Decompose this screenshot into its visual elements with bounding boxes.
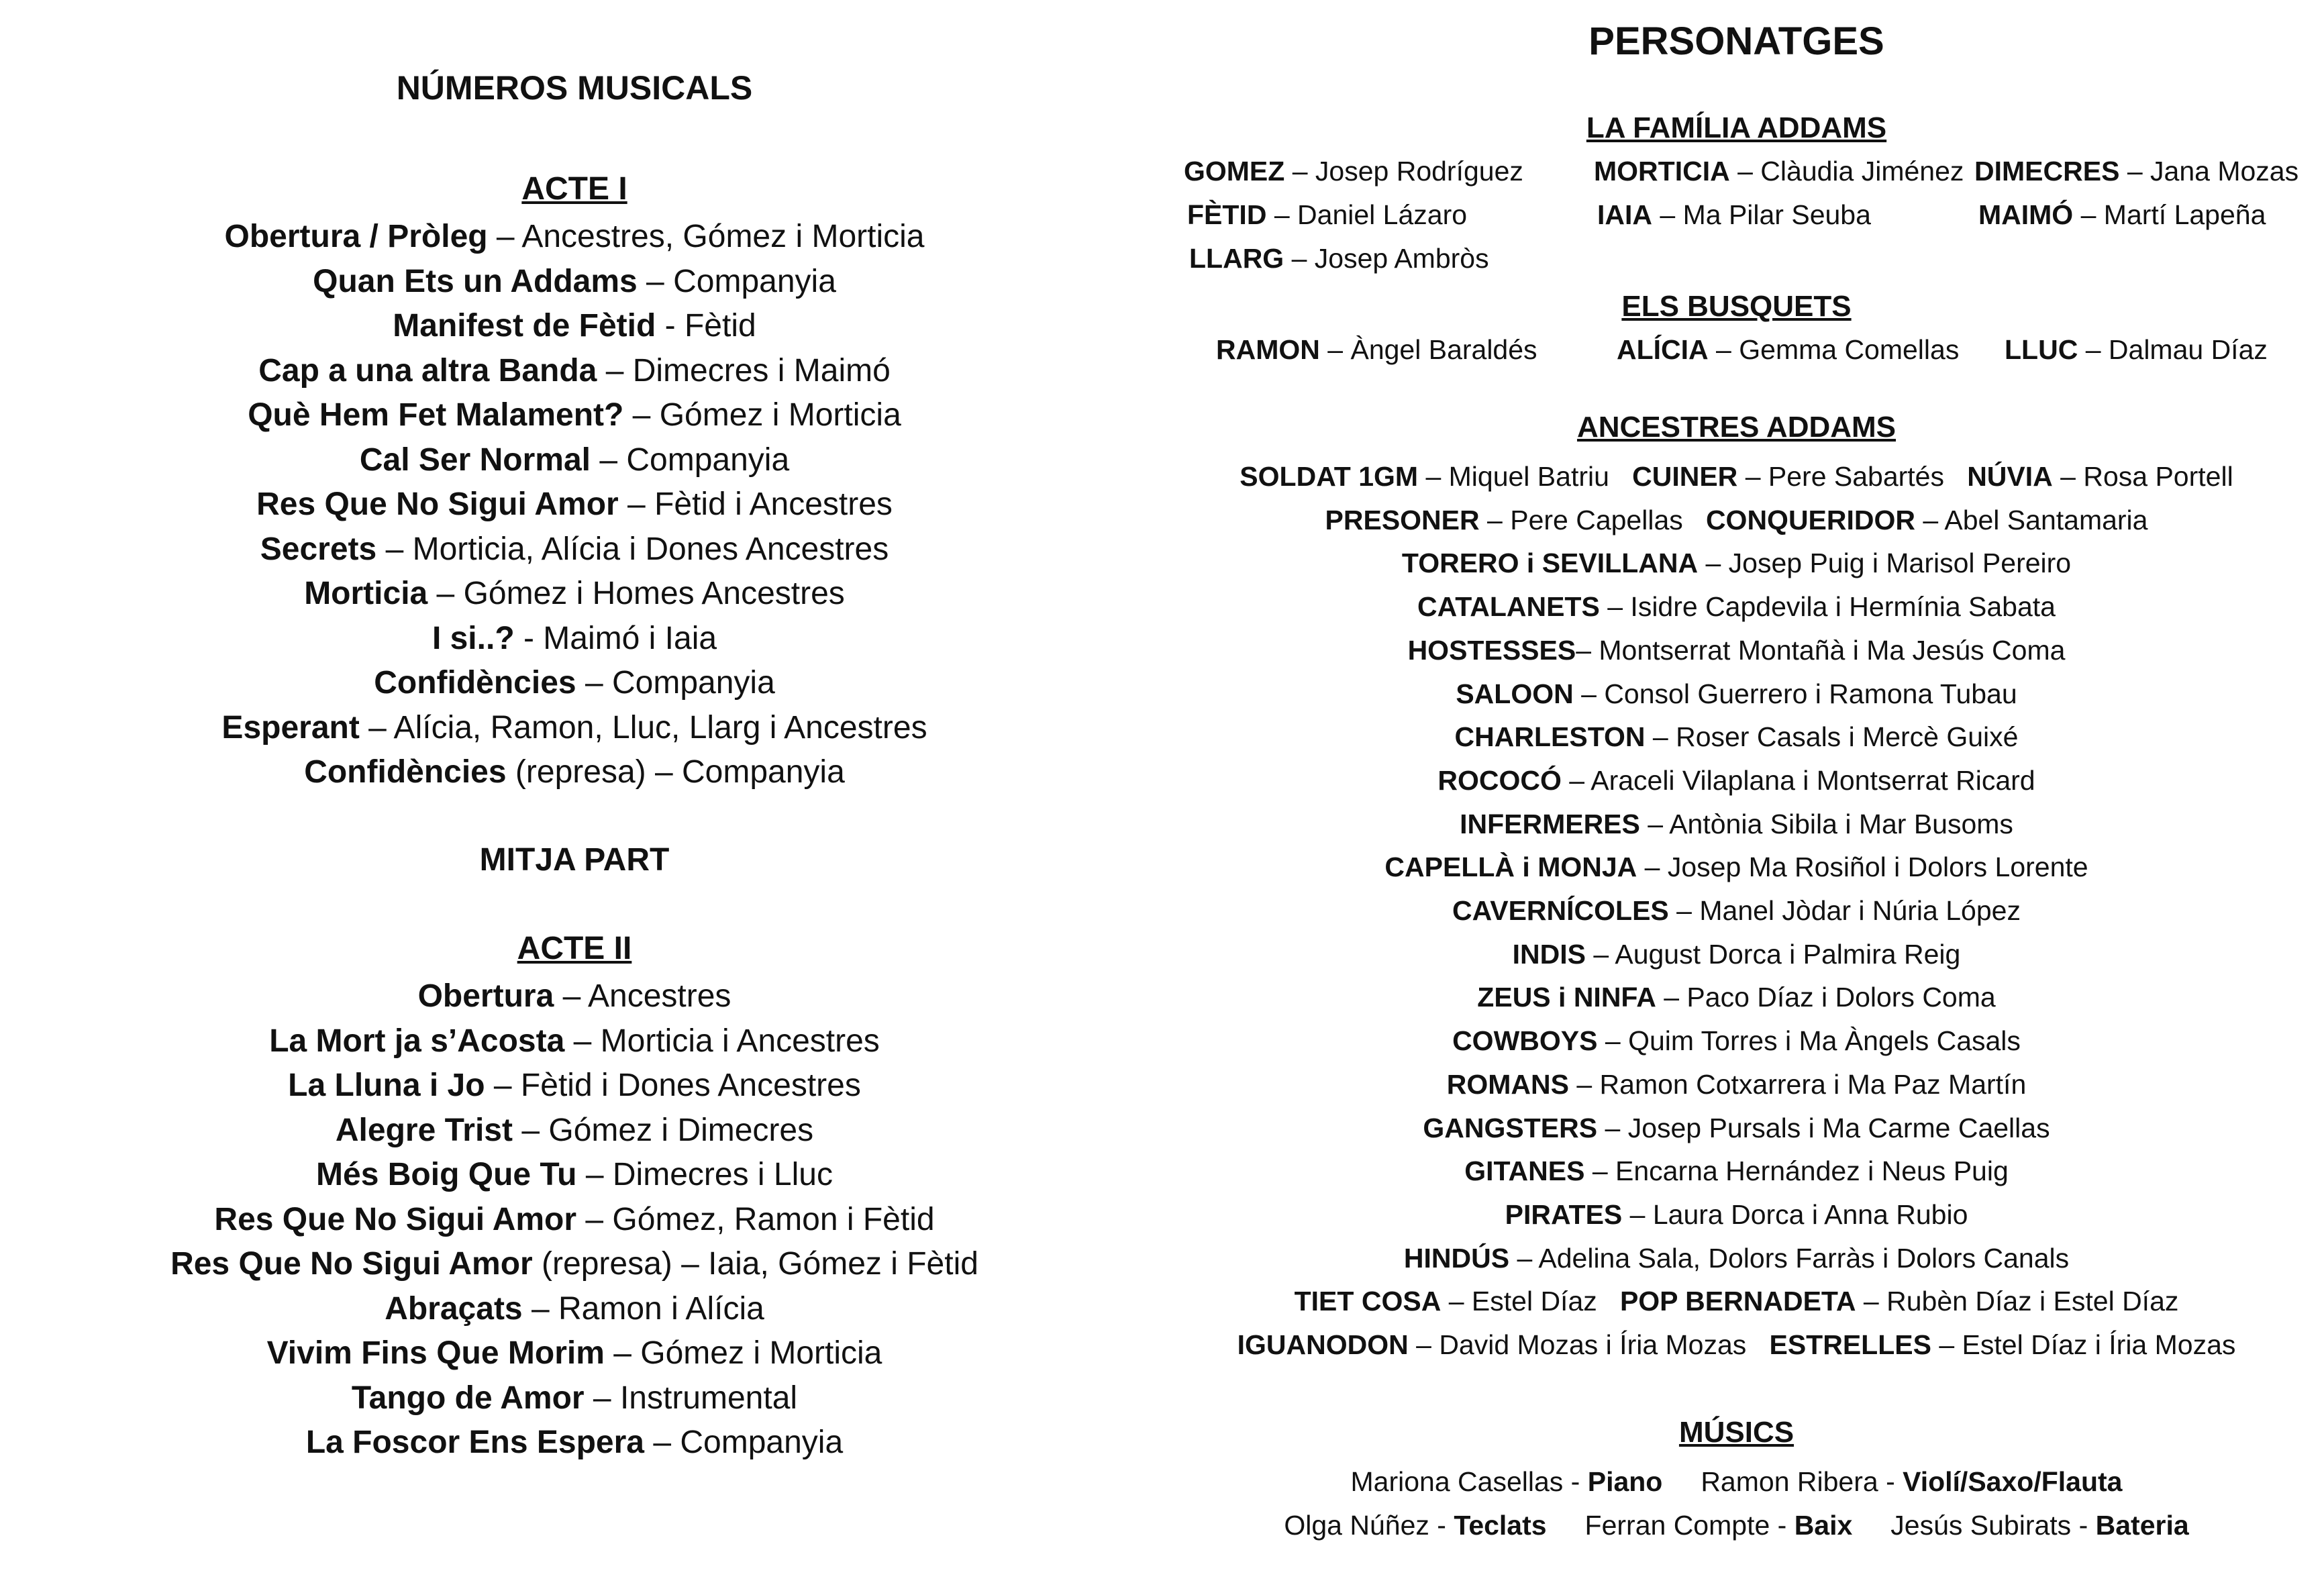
role-separator: – — [1645, 721, 1676, 753]
actor-name: Josep Ma Rosiñol i Dolors Lorente — [1667, 852, 2088, 883]
song-title: Cal Ser Normal — [359, 442, 591, 478]
actor-name: Montserrat Montañà i Ma Jesús Coma — [1599, 634, 2066, 666]
role-separator: – — [1284, 243, 1315, 274]
ancestor-entry — [1408, 635, 2066, 666]
ancestors-line — [1149, 1063, 2324, 1107]
song-separator: – — [427, 576, 464, 611]
musician-instrument: Baix — [1794, 1510, 1853, 1541]
ancestors-line — [1149, 1149, 2324, 1193]
song-separator: – — [576, 665, 612, 701]
act1-song-line — [0, 304, 1149, 349]
role-name: CAPELLÀ i MONJA — [1384, 852, 1637, 883]
role-name: COWBOYS — [1452, 1025, 1598, 1057]
song-cast: Gómez, Ramon i Fètid — [612, 1201, 935, 1237]
song-separator: – — [487, 219, 522, 254]
actor-name: Josep Puig i Marisol Pereiro — [1728, 548, 2072, 579]
song-cast: Morticia, Alícia i Dones Ancestres — [412, 531, 889, 567]
role-separator: – — [2078, 334, 2109, 365]
actor-name: Rosa Portell — [2083, 461, 2233, 492]
role-separator: – — [1729, 156, 1761, 187]
song-title: Secrets — [260, 531, 377, 567]
actor-name: Dalmau Díaz — [2108, 334, 2268, 365]
role-name: GOMEZ — [1184, 156, 1285, 187]
song-cast: Instrumental — [619, 1380, 798, 1416]
ancestors-line — [1149, 455, 2324, 499]
act2-song-line — [0, 1331, 1149, 1376]
role-separator: – — [1737, 461, 1768, 492]
musician-instrument: Violí/Saxo/Flauta — [1903, 1466, 2123, 1497]
song-title: Res Que No Sigui Amor — [256, 486, 619, 522]
song-cast: Fètid i Ancestres — [654, 486, 893, 522]
busquets-row — [1149, 334, 2324, 374]
song-separator: – — [637, 263, 674, 299]
ancestor-entry — [1967, 461, 2233, 492]
musician-entry — [1351, 1466, 1663, 1497]
ancestor-entry — [1447, 1069, 2027, 1100]
role-separator: – — [1418, 461, 1449, 492]
actor-name: Laura Dorca i Anna Rubio — [1652, 1198, 1968, 1230]
actor-name: Abel Santamaria — [1944, 504, 2148, 535]
musician-entry — [1890, 1510, 2188, 1541]
actor-name: Estel Díaz i Íria Mozas — [1962, 1329, 2236, 1361]
musician-separator: - — [1770, 1510, 1795, 1541]
act2-song-line — [0, 1064, 1149, 1109]
family-member — [1594, 156, 1964, 187]
family-member — [1978, 199, 2266, 231]
role-separator: – — [1652, 199, 1683, 230]
role-separator: – — [1931, 1329, 1962, 1361]
role-separator: – — [1561, 764, 1591, 796]
ancestor-entry — [1632, 461, 1944, 492]
actor-name: Paco Díaz i Dolors Coma — [1686, 982, 1996, 1013]
role-name: ZEUS i NINFA — [1477, 982, 1656, 1013]
song-title: Obertura — [417, 978, 554, 1014]
song-cast: Gómez i Dimecres — [548, 1112, 814, 1148]
musician-name: Mariona Casellas — [1350, 1466, 1564, 1497]
song-cast: Dimecres i Maimó — [632, 352, 891, 389]
song-cast: Ancestres — [588, 978, 731, 1014]
role-name: CHARLESTON — [1454, 721, 1646, 753]
song-separator: – — [522, 1290, 558, 1327]
musician-instrument: Piano — [1587, 1466, 1663, 1497]
musician-name: Ferran Compte — [1584, 1510, 1770, 1541]
role-name: LLARG — [1189, 243, 1284, 274]
actor-name: Araceli Vilaplana i Montserrat Ricard — [1590, 764, 2035, 796]
actor-name: Quim Torres i Ma Àngels Casals — [1628, 1025, 2021, 1057]
act1-song-line — [0, 438, 1149, 483]
busquets-member — [1216, 334, 1537, 366]
role-name: CAVERNÍCOLES — [1452, 895, 1669, 927]
song-title: Quan Ets un Addams — [313, 263, 638, 299]
role-separator: – — [1509, 1242, 1539, 1274]
song-cast: Maimó i Iaia — [543, 620, 717, 656]
song-separator: – — [597, 352, 633, 389]
role-name: SALOON — [1456, 678, 1574, 709]
song-title: I si..? — [432, 620, 515, 656]
ancestors-heading: ANCESTRES ADDAMS — [1576, 411, 1897, 444]
role-separator: – — [1599, 591, 1631, 623]
actor-name: Pere Sabartés — [1768, 461, 1944, 492]
song-title: Res Que No Sigui Amor — [214, 1201, 577, 1237]
role-separator: – — [1284, 156, 1315, 187]
song-title: La Lluna i Jo — [288, 1068, 485, 1103]
ancestor-entry — [1706, 505, 2148, 535]
act1-song-list — [0, 215, 1149, 795]
song-title: Morticia — [304, 576, 428, 611]
ancestors-line — [1149, 629, 2324, 672]
song-title: Cap a una altra Banda — [258, 352, 597, 389]
musicians-line — [1149, 1504, 2324, 1547]
ancestor-entry — [1456, 678, 2017, 709]
ancestors-line — [1149, 1323, 2324, 1367]
musicians-line — [1149, 1460, 2324, 1504]
role-separator: – — [1668, 895, 1700, 927]
role-separator: – — [1573, 678, 1605, 709]
act2-song-line — [0, 1421, 1149, 1465]
busquets-member — [2005, 334, 2268, 366]
song-cast: Gómez i Morticia — [659, 397, 901, 433]
actor-name: Estel Díaz — [1471, 1286, 1597, 1317]
song-title: Tango de Amor — [351, 1380, 585, 1416]
song-title: Confidències — [304, 754, 507, 790]
musical-numbers-title: NÚMEROS MUSICALS — [396, 69, 753, 107]
ancestor-entry — [1423, 1113, 2050, 1143]
ancestors-list — [1149, 455, 2324, 1367]
role-separator: – — [1576, 634, 1599, 666]
song-separator: – — [512, 1112, 549, 1148]
role-name: LLUC — [2005, 334, 2078, 365]
act2-song-line — [0, 1198, 1149, 1243]
song-cast: Companyia — [673, 263, 836, 299]
family-member — [1184, 156, 1523, 187]
song-cast: Iaia, Gómez i Fètid — [708, 1246, 978, 1282]
song-separator: – — [576, 1157, 613, 1192]
ancestors-line — [1149, 889, 2324, 933]
role-name: FÈTID — [1187, 199, 1267, 230]
role-name: TIET COSA — [1294, 1286, 1442, 1317]
ancestor-entry — [1437, 765, 2035, 796]
act2-song-line — [0, 1376, 1149, 1421]
role-name: ROCOCÓ — [1437, 764, 1562, 796]
actor-name: Adelina Sala, Dolors Farràs i Dolors Canals — [1538, 1242, 2070, 1274]
act1-song-line — [0, 661, 1149, 706]
role-name: INDIS — [1512, 938, 1586, 970]
musician-separator: - — [1563, 1466, 1588, 1497]
song-title: La Mort ja s’Acosta — [269, 1023, 565, 1059]
act2-song-line — [0, 1242, 1149, 1287]
role-name: MORTICIA — [1594, 156, 1730, 187]
song-title: Confidències — [374, 665, 576, 701]
song-cast: Companyia — [611, 665, 775, 701]
song-cast: Ramon i Alícia — [558, 1290, 764, 1327]
ancestors-line — [1149, 1193, 2324, 1237]
musician-name: Olga Núñez — [1284, 1510, 1429, 1541]
role-separator: – — [1622, 1198, 1653, 1230]
addams-family-grid — [1149, 156, 2324, 290]
ancestor-entry — [1237, 1329, 1747, 1360]
song-separator: – — [359, 709, 394, 745]
song-cast: Gómez i Morticia — [640, 1335, 882, 1371]
ancestors-line — [1149, 672, 2324, 716]
song-separator: – — [554, 978, 588, 1014]
family-member — [1187, 199, 1467, 231]
song-cast: Companyia — [682, 754, 845, 790]
ancestors-line — [1149, 976, 2324, 1019]
song-title: Alegre Trist — [335, 1112, 513, 1148]
role-separator: – — [2119, 156, 2151, 187]
song-title: Manifest de Fètid — [393, 308, 656, 344]
song-separator: – — [564, 1023, 601, 1059]
song-cast: Dimecres i Lluc — [612, 1157, 833, 1192]
song-title: Abraçats — [385, 1290, 523, 1327]
role-separator: – — [1408, 1329, 1439, 1361]
family-member — [1597, 199, 1871, 231]
musician-instrument: Teclats — [1454, 1510, 1547, 1541]
ancestors-line — [1149, 759, 2324, 803]
actor-name: Ma Pilar Seuba — [1682, 199, 1871, 230]
actor-name: Rubèn Díaz i Estel Díaz — [1886, 1286, 2179, 1317]
musician-entry — [1284, 1510, 1546, 1541]
act1-song-line — [0, 393, 1149, 438]
ancestor-entry — [1620, 1286, 2178, 1317]
ancestor-entry — [1417, 591, 2056, 622]
role-separator: – — [1479, 504, 1511, 535]
role-name: ESTRELLES — [1769, 1329, 1931, 1361]
song-separator: - — [656, 308, 685, 344]
ancestors-line — [1149, 803, 2324, 846]
act1-song-line — [0, 527, 1149, 572]
role-name: POP BERNADETA — [1619, 1286, 1856, 1317]
role-name: RAMON — [1216, 334, 1320, 365]
act2-song-line — [0, 1287, 1149, 1332]
ancestor-entry — [1404, 1243, 2069, 1274]
role-name: ALÍCIA — [1617, 334, 1709, 365]
act1-song-line — [0, 750, 1149, 795]
role-name: INFERMERES — [1460, 808, 1640, 839]
act2-song-line — [0, 1153, 1149, 1198]
actor-name: Miquel Batriu — [1448, 461, 1609, 492]
role-name: IAIA — [1597, 199, 1652, 230]
role-name: HINDÚS — [1403, 1242, 1510, 1274]
ancestor-entry — [1295, 1286, 1597, 1317]
role-name: PIRATES — [1505, 1198, 1623, 1230]
ancestor-entry — [1325, 505, 1683, 535]
ancestors-line — [1149, 1280, 2324, 1323]
musicians-heading: MÚSICS — [1678, 1416, 1795, 1449]
role-name: DIMECRES — [1974, 156, 2120, 187]
act1-song-line — [0, 706, 1149, 751]
song-separator: – — [644, 1425, 680, 1460]
role-separator: – — [1266, 199, 1298, 230]
role-name: GITANES — [1464, 1155, 1585, 1187]
role-separator: – — [1708, 334, 1739, 365]
musicians-list — [1149, 1460, 2324, 1547]
role-separator: – — [1319, 334, 1351, 365]
song-title: Més Boig Que Tu — [316, 1157, 577, 1192]
ancestors-line — [1149, 585, 2324, 629]
act2-song-line — [0, 1109, 1149, 1153]
musician-name: Jesús Subirats — [1890, 1510, 2072, 1541]
act2-song-line — [0, 1019, 1149, 1064]
role-separator: – — [1584, 1155, 1616, 1187]
actor-name: Josep Pursals i Ma Carme Caellas — [1627, 1112, 2050, 1143]
role-separator: – — [1856, 1286, 1887, 1317]
actor-name: August Dorca i Palmira Reig — [1615, 938, 1961, 970]
song-title: La Foscor Ens Espera — [305, 1425, 644, 1460]
actor-name: Pere Capellas — [1510, 504, 1683, 535]
role-name: SOLDAT 1GM — [1240, 461, 1419, 492]
song-separator: – — [485, 1068, 521, 1103]
song-cast: Gómez i Homes Ancestres — [463, 576, 845, 611]
role-separator: – — [1915, 504, 1945, 535]
role-name: GANGSTERS — [1423, 1112, 1598, 1143]
role-separator: – — [1698, 548, 1729, 579]
ancestors-line — [1149, 1019, 2324, 1063]
song-title: Obertura / Pròleg — [224, 219, 488, 254]
family-member — [1189, 243, 1489, 274]
role-name: HOSTESSES — [1407, 634, 1576, 666]
actor-name: Isidre Capdevila i Hermínia Sabata — [1630, 591, 2056, 623]
musician-separator: - — [2071, 1510, 2096, 1541]
song-cast: Fètid i Dones Ancestres — [520, 1068, 861, 1103]
role-name: PRESONER — [1325, 504, 1480, 535]
role-separator: – — [1597, 1112, 1628, 1143]
actor-name: David Mozas i Íria Mozas — [1439, 1329, 1747, 1361]
ancestor-entry — [1477, 982, 1995, 1013]
song-title: Vivim Fins Que Morim — [266, 1335, 605, 1371]
ancestor-entry — [1240, 461, 1609, 492]
song-cast: Ancestres, Gómez i Morticia — [521, 219, 925, 254]
ancestors-line — [1149, 499, 2324, 542]
actor-name: Ramon Cotxarrera i Ma Paz Martín — [1599, 1068, 2027, 1100]
song-cast: Fètid — [684, 308, 756, 344]
actor-name: Consol Guerrero i Ramona Tubau — [1604, 678, 2017, 709]
act2-song-list — [0, 974, 1149, 1465]
song-title: Què Hem Fet Malament? — [248, 397, 624, 433]
ancestor-entry — [1402, 548, 2071, 578]
role-separator: – — [1586, 938, 1615, 970]
actor-name: Manel Jòdar i Núria López — [1699, 895, 2021, 927]
song-separator: – — [604, 1335, 641, 1371]
song-separator: – — [618, 486, 655, 522]
act1-song-line — [0, 215, 1149, 260]
song-separator: – — [584, 1380, 620, 1416]
ancestors-line — [1149, 542, 2324, 585]
ancestor-entry — [1452, 895, 2021, 926]
act1-song-line — [0, 482, 1149, 527]
actor-name: Gemma Comellas — [1739, 334, 1960, 365]
role-separator: – — [1597, 1025, 1629, 1057]
actor-name: Roser Casals i Mercè Guixé — [1676, 721, 2019, 753]
interval-heading: MITJA PART — [479, 842, 670, 878]
role-name: ROMANS — [1446, 1068, 1569, 1100]
actor-name: Jana Mozas — [2150, 156, 2299, 187]
actor-name: Encarna Hernández i Neus Puig — [1615, 1155, 2009, 1187]
act2-song-line — [0, 974, 1149, 1019]
song-separator: – — [623, 397, 660, 433]
act1-song-line — [0, 617, 1149, 662]
musician-entry — [1701, 1466, 2122, 1497]
ancestor-entry — [1384, 852, 2088, 882]
ancestor-entry — [1460, 809, 2013, 839]
song-separator: (represa) – — [506, 754, 682, 790]
ancestor-entry — [1769, 1329, 2235, 1360]
actor-name: Josep Rodríguez — [1315, 156, 1523, 187]
musician-separator: - — [1429, 1510, 1454, 1541]
ancestors-line — [1149, 715, 2324, 759]
role-separator: – — [1639, 808, 1670, 839]
role-separator: – — [2073, 199, 2104, 230]
role-name: TORERO i SEVILLANA — [1401, 548, 1699, 579]
musician-separator: - — [1878, 1466, 1903, 1497]
role-name: CONQUERIDOR — [1705, 504, 1916, 535]
actor-name: Antònia Sibila i Mar Busoms — [1669, 808, 2013, 839]
characters-title: PERSONATGES — [1588, 19, 1884, 63]
song-separator: – — [576, 1201, 613, 1237]
busquets-heading: ELS BUSQUETS — [1621, 290, 1852, 323]
role-separator: – — [1637, 852, 1668, 883]
ancestor-entry — [1505, 1199, 1968, 1230]
act1-song-line — [0, 260, 1149, 305]
ancestors-line — [1149, 933, 2324, 976]
busquets-member — [1617, 334, 1959, 366]
song-cast: Morticia i Ancestres — [600, 1023, 880, 1059]
act2-heading: ACTE II — [517, 931, 632, 966]
role-name: CATALANETS — [1417, 591, 1600, 623]
ancestors-line — [1149, 845, 2324, 889]
song-title: Res Que No Sigui Amor — [170, 1246, 533, 1282]
role-separator: – — [2052, 461, 2084, 492]
song-cast: Companyia — [626, 442, 790, 478]
act1-song-line — [0, 572, 1149, 617]
actor-name: Josep Ambròs — [1314, 243, 1489, 274]
role-separator: – — [1441, 1286, 1472, 1317]
ancestors-line — [1149, 1107, 2324, 1150]
song-cast: Alícia, Ramon, Lluc, Llarg i Ancestres — [393, 709, 927, 745]
role-name: NÚVIA — [1967, 461, 2053, 492]
ancestor-entry — [1513, 939, 1961, 970]
song-separator: – — [590, 442, 627, 478]
role-name: CUINER — [1632, 461, 1738, 492]
song-separator: - — [514, 620, 544, 656]
actor-name: Daniel Lázaro — [1297, 199, 1468, 230]
role-name: MAIMÓ — [1978, 199, 2074, 230]
act1-heading: ACTE I — [521, 171, 627, 207]
addams-family-heading: LA FAMÍLIA ADDAMS — [1586, 111, 1887, 144]
actor-name: Martí Lapeña — [2103, 199, 2266, 230]
song-separator: (represa) – — [532, 1246, 709, 1282]
actor-name: Àngel Baraldés — [1350, 334, 1537, 365]
family-member — [1974, 156, 2298, 187]
role-name: IGUANODON — [1237, 1329, 1409, 1361]
musician-instrument: Bateria — [2095, 1510, 2189, 1541]
song-separator: – — [376, 531, 413, 567]
role-separator: – — [1568, 1068, 1600, 1100]
ancestor-entry — [1455, 721, 2019, 752]
musician-name: Ramon Ribera — [1701, 1466, 1878, 1497]
musician-entry — [1585, 1510, 1853, 1541]
song-title: Esperant — [221, 709, 360, 745]
song-cast: Companyia — [680, 1425, 844, 1460]
ancestors-line — [1149, 1237, 2324, 1280]
ancestor-entry — [1452, 1025, 2021, 1056]
actor-name: Clàudia Jiménez — [1760, 156, 1964, 187]
act1-song-line — [0, 349, 1149, 394]
role-separator: – — [1656, 982, 1687, 1013]
ancestor-entry — [1464, 1155, 2009, 1186]
